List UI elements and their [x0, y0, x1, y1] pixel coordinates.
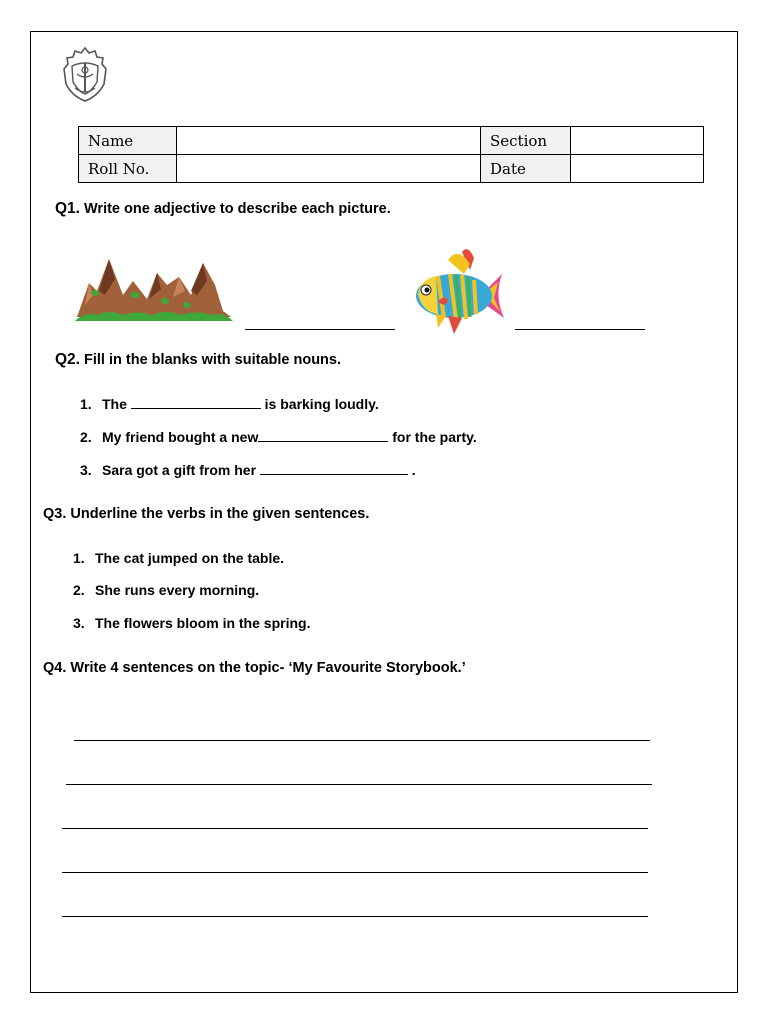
student-info-table — [78, 126, 704, 183]
roll-no-label: Roll No. — [79, 155, 177, 183]
mountains-image — [75, 255, 233, 323]
writing-line-1[interactable] — [74, 740, 650, 741]
q1-answer-blank-2[interactable] — [515, 318, 645, 330]
writing-line-3[interactable] — [62, 828, 648, 829]
q2-item-3: 3. Sara got a gift from her . — [80, 462, 416, 478]
writing-line-4[interactable] — [62, 872, 648, 873]
q1-heading: Q1. Write one adjective to describe each picture. — [55, 200, 391, 217]
q2-blank-2[interactable] — [258, 430, 388, 442]
section-field[interactable] — [571, 127, 704, 155]
section-label: Section — [481, 127, 571, 155]
roll-no-field[interactable] — [177, 155, 481, 183]
school-crest-logo — [60, 44, 110, 104]
fish-image — [408, 244, 504, 336]
q2-item-2: 2. My friend bought a new for the party. — [80, 429, 477, 445]
q3-item-1: 1. The cat jumped on the table. — [73, 550, 285, 566]
q3-item-2: 2. She runs every morning. — [73, 582, 260, 598]
q2-heading: Q2. Fill in the blanks with suitable nouns. — [55, 351, 342, 368]
date-field[interactable] — [571, 155, 704, 183]
q3-item-3: 3. The flowers bloom in the spring. — [73, 615, 311, 631]
q2-blank-3[interactable] — [260, 463, 408, 475]
q2-item-1: 1. The is barking loudly. — [80, 396, 379, 412]
q2-blank-1[interactable] — [131, 397, 261, 409]
q4-heading: Q4. Write 4 sentences on the topic- ‘My Favourite Storybook.’ — [43, 660, 466, 676]
date-label: Date — [481, 155, 571, 183]
writing-line-2[interactable] — [66, 784, 652, 785]
q1-answer-blank-1[interactable] — [245, 318, 395, 330]
q3-heading: Q3. Underline the verbs in the given sentences. — [43, 506, 370, 522]
writing-line-5[interactable] — [62, 916, 648, 917]
name-field[interactable] — [177, 127, 481, 155]
name-label: Name — [79, 127, 177, 155]
